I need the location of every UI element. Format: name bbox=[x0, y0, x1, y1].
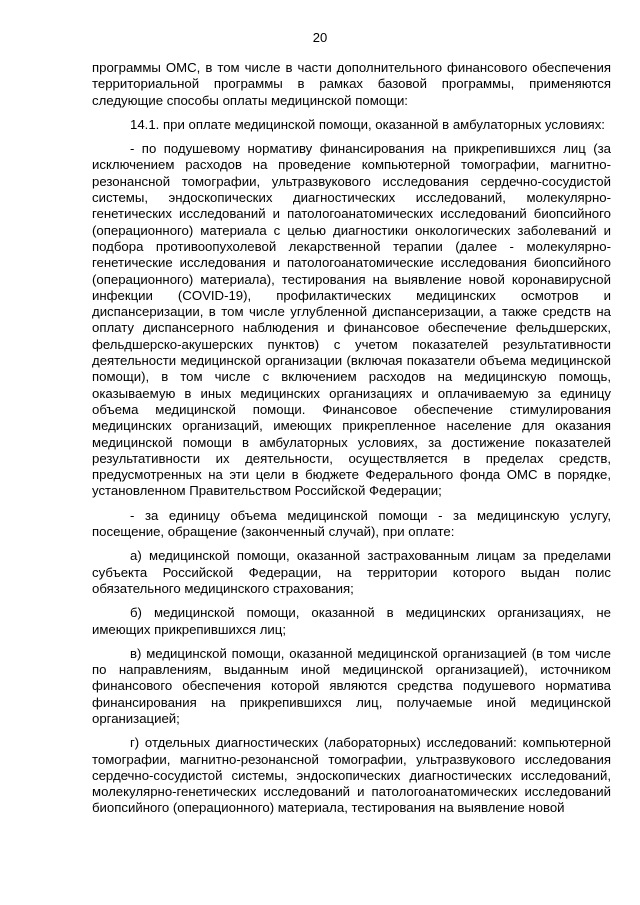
paragraph-item-b: б) медицинской помощи, оказанной в медицинских организациях, не имеющих прикрепившихся лиц; bbox=[92, 605, 611, 637]
paragraph-item-v: в) медицинской помощи, оказанной медицинской организацией (в том числе по направлениям, выданным иной медицинской организацией), источником финансового обеспечения которой являются средства подушевого норматива финансирования на прикрепившихся лиц, получаемые иной медицинской организацией; bbox=[92, 645, 611, 726]
paragraph-per-capita: - по подушевому нормативу финансирования на прикрепившихся лиц (за исключением расходов на проведение компьютерной томографии, магнитно-резонансной томографии, ультразвукового исследования сердечно-сосудистой системы, эндоскопических диагностических исследований, молекулярно-генетических исследований и патологоанатомических исследований биопсийного (операционного) материала с целью диагностики онкологических заболеваний и подбора противоопухолевой лекарственной терапии (далее - молекулярно-генетические исследования и патологоанатомические исследования биопсийного (операционного) материала), тестирования на выявление новой коронавирусной инфекции (COVID-19), профилактических медицинских осмотров и диспансеризации, в том числе углубленной диспансеризации, а также средств на оплату диспансерного наблюдения и финансовое обеспечение фельдшерских, фельдшерско-акушерских пунктов) с учетом показателей результативности деятельности медицинской организации (включая показатели объема медицинской помощи), в том числе с включением расходов на медицинскую помощь, оказываемую в иных медицинских организациях и оплачиваемую за единицу объема медицинской помощи. Финансовое обеспечение стимулирования медицинских организаций, имеющих прикрепленное население для оказания медицинской помощи в амбулаторных условиях, за достижение показателей результативности их деятельности, осуществляется в пределах средств, предусмотренных на эти цели в бюджете Федерального фонда ОМС в порядке, установленном Правительством Российской Федерации; bbox=[92, 141, 611, 499]
page-number: 20 bbox=[312, 30, 328, 45]
paragraph-intro: программы ОМС, в том числе в части дополнительного финансового обеспечения территориальной программы в рамках базовой программы, применяются следующие способы оплаты медицинской помощи: bbox=[92, 60, 611, 108]
paragraph-14-1: 14.1. при оплате медицинской помощи, оказанной в амбулаторных условиях: bbox=[130, 116, 605, 132]
paragraph-per-unit: - за единицу объема медицинской помощи - за медицинскую услугу, посещение, обращение (законченный случай), при оплате: bbox=[92, 507, 611, 540]
document-body bbox=[92, 60, 611, 825]
paragraph-item-a: а) медицинской помощи, оказанной застрахованным лицам за пределами субъекта Российской Федерации, на территории которого выдан полис обязательного медицинского страхования; bbox=[92, 548, 611, 596]
paragraph-item-g: г) отдельных диагностических (лабораторных) исследований: компьютерной томографии, магнитно-резонансной томографии, ультразвукового исследования сердечно-сосудистой системы, эндоскопических диагностических исследований, молекулярно-генетических исследований и патологоанатомических исследований биопсийного (операционного) материала, тестирования на выявление новой bbox=[92, 735, 611, 816]
